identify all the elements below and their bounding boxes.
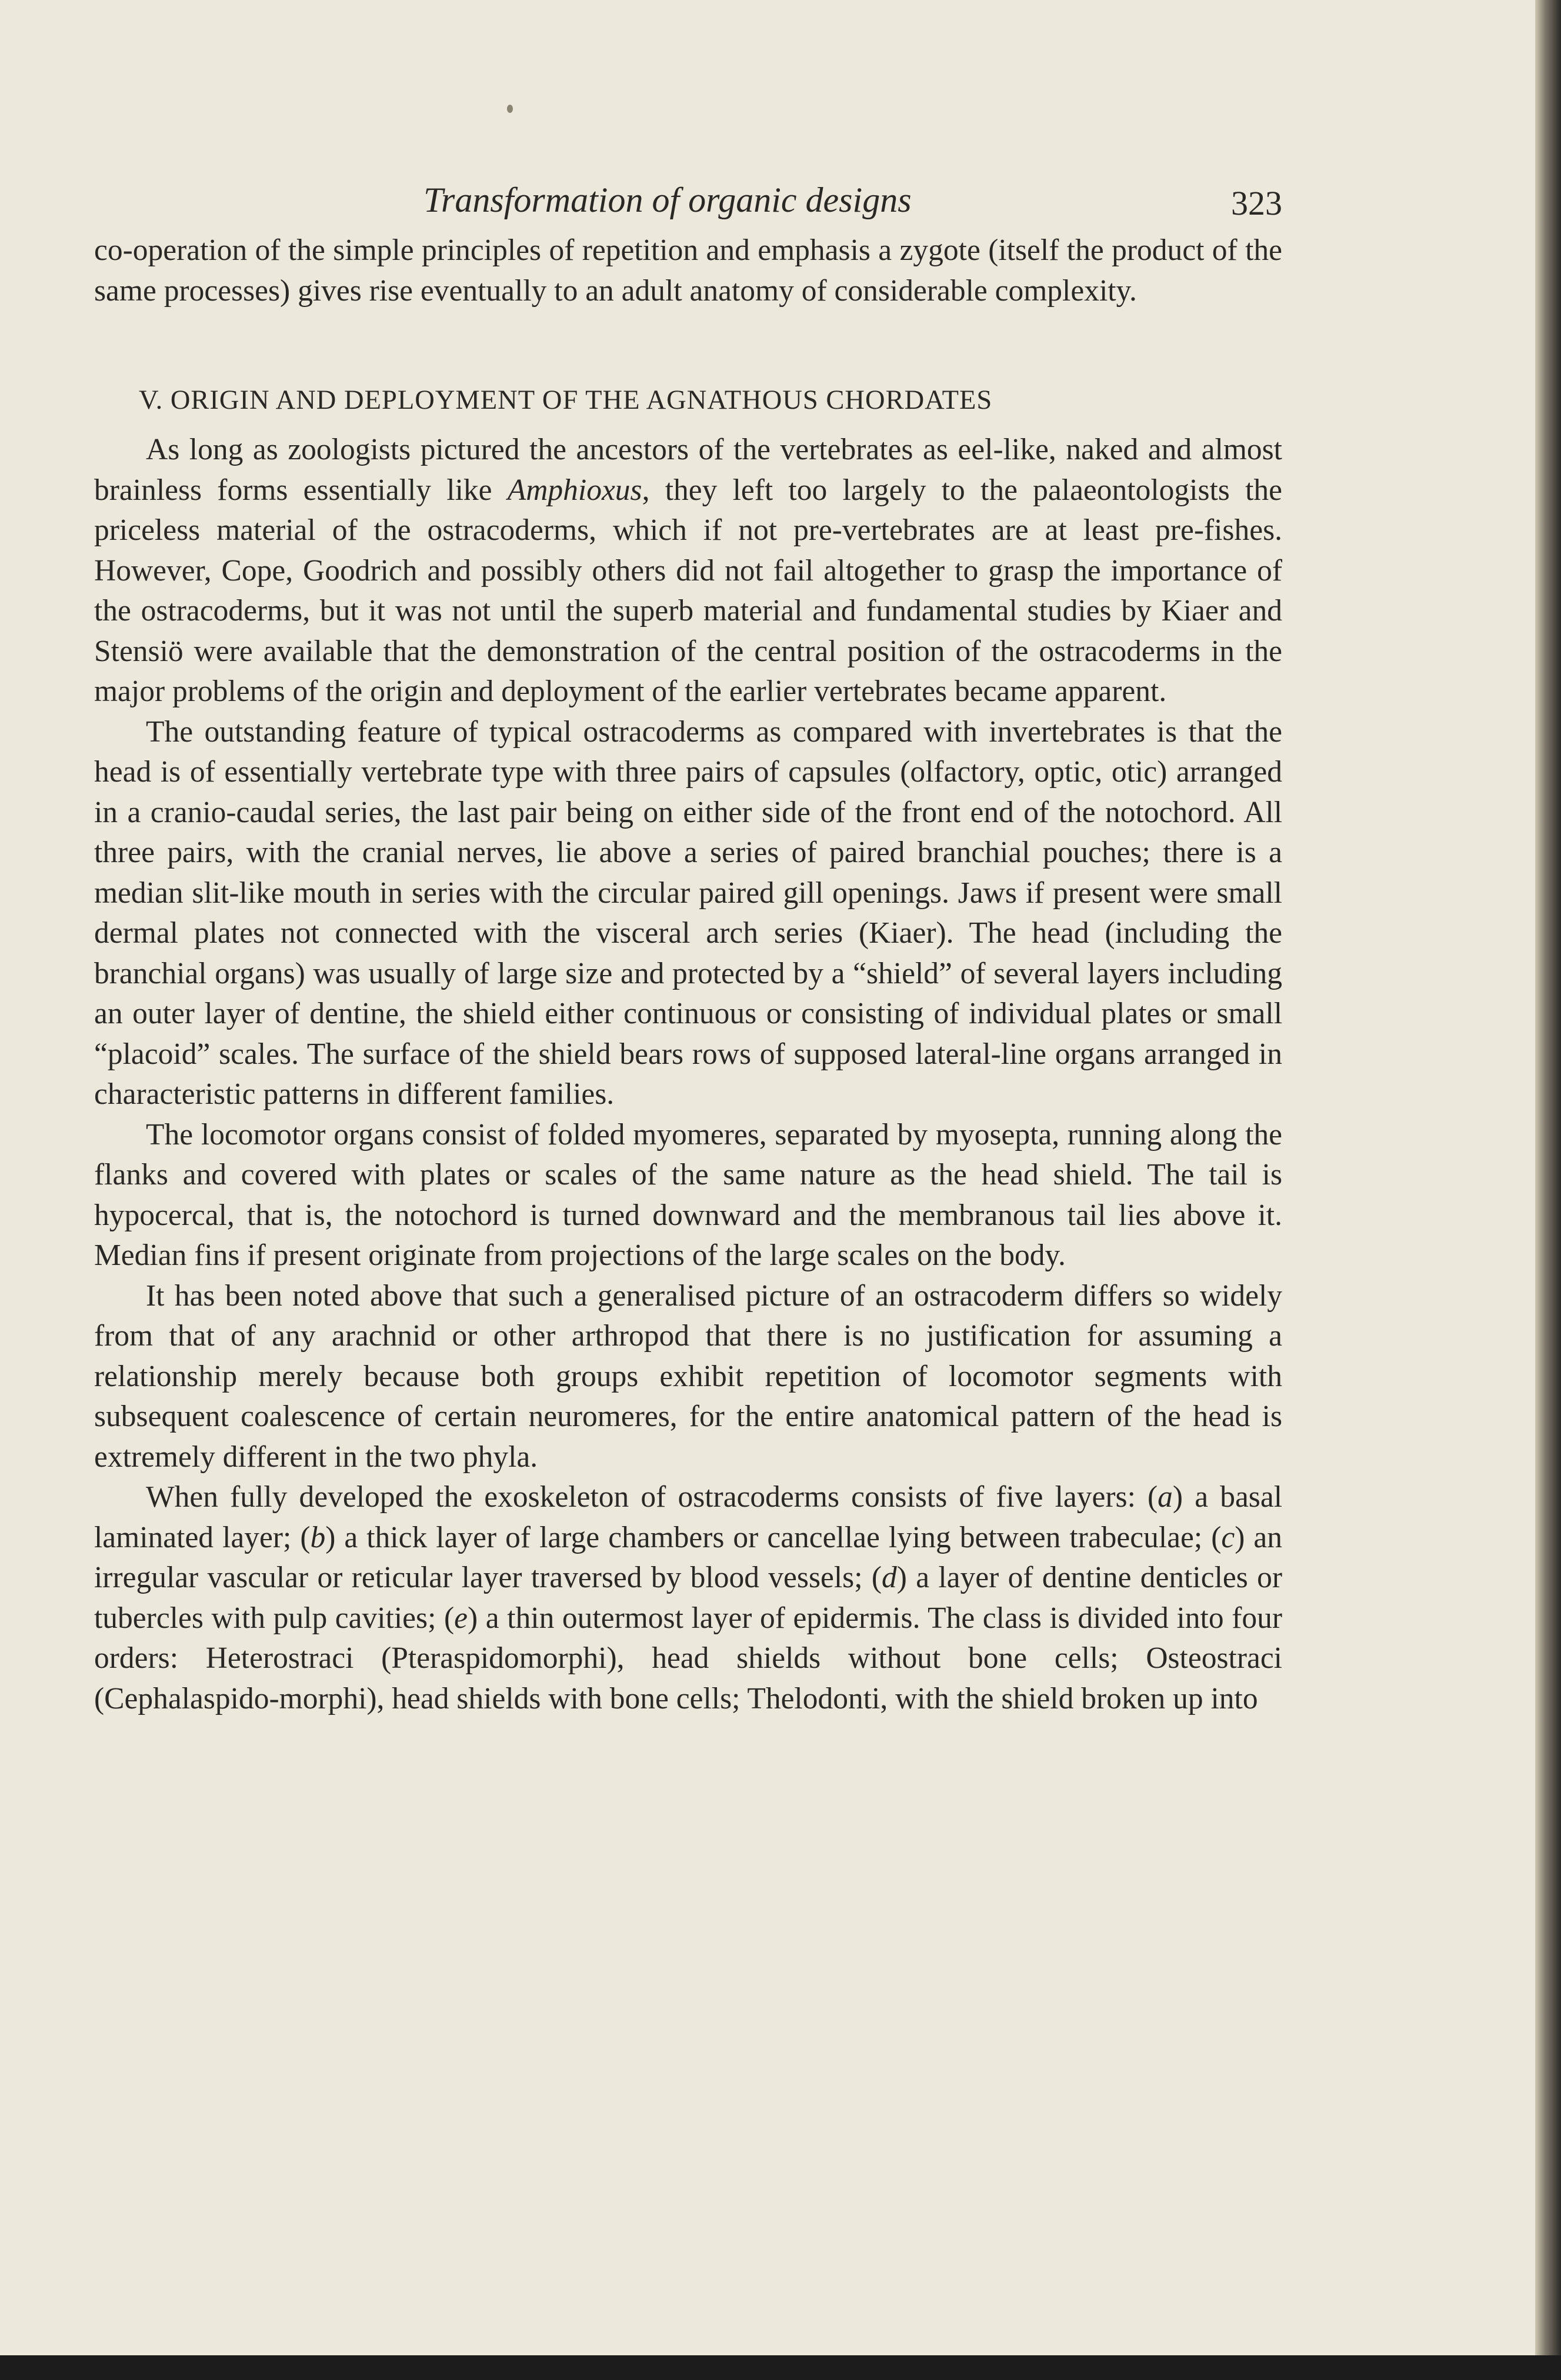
running-title: Transformation of organic designs	[423, 181, 912, 219]
paragraph-5-text: ) an irregular vascular or reticular layer traversed by blood vessels; (	[94, 1520, 1282, 1594]
list-letter-c: c	[1221, 1520, 1235, 1554]
page-bottom-edge	[0, 2355, 1561, 2380]
paragraph-5-text: ) a layer of dentine denticles or tubercles with pulp cavities; (	[94, 1561, 1282, 1635]
page-number: 323	[1231, 184, 1282, 222]
paragraph-1-text-b: , they left too largely to the palaeontologists the priceless material of the ostracoderms, which if not pre-vertebrates are at least pre-fishes. However, Cope, Goodrich and possibly others did not fail altogether to grasp the importance of the ostracoderms, but it was not until the superb material and fundamental studies by Kiaer and Stensiö were available that the demonstration of the central position of the ostracoderms in the major problems of the origin and deployment of the earlier vertebrates became apparent.	[94, 473, 1282, 708]
paragraph-1-text-a: As long as zoologists pictured the ancestors of the vertebrates as eel-like, naked and almost brainless forms essentially like	[94, 433, 1282, 507]
list-letter-b: b	[310, 1520, 326, 1554]
paragraph-5-text: ) a basal laminated layer; (	[94, 1480, 1283, 1554]
running-header	[94, 176, 1282, 223]
page-right-edge-shadow	[1535, 0, 1561, 2380]
paragraph-1	[94, 430, 1282, 712]
genus-name: Amphioxus	[507, 473, 642, 507]
paragraph-5-text: ) a thick layer of large chambers or cancellae lying between trabeculae; (	[325, 1520, 1222, 1554]
list-letter-d: d	[881, 1561, 897, 1594]
paragraph-2: The outstanding feature of typical ostracoderms as compared with invertebrates is that the head is of essentially vertebrate type with three pairs of capsules (olfactory, optic, otic) arranged in a cranio-caudal series, the last pair being on either side of the front end of the notochord. All three pairs, with the cranial nerves, lie above a series of paired branchial pouches; there is a median slit-like mouth in series with the circular paired gill openings. Jaws if present were small dermal plates not connected with the visceral arch series (Kiaer). The head (including the branchial organs) was usually of large size and protected by a “shield” of several layers including an outer layer of dentine, the shield either continuous or consisting of individual plates or small “placoid” scales. The surface of the shield bears rows of supposed lateral-line organs arranged in characteristic patterns in different families.	[94, 715, 1282, 1111]
paragraph-continuation: co-operation of the simple principles of repetition and emphasis a zygote (itself the product of the same processes) gives rise eventually to an adult anatomy of considerable complexity.	[94, 233, 1282, 308]
page-content	[94, 176, 1282, 1719]
paragraph-3: The locomotor organs consist of folded myomeres, separated by myosepta, running along the flanks and covered with plates or scales of the same nature as the head shield. The tail is hypocercal, that is, the notochord is turned downward and the membranous tail lies above it. Median fins if present originate from projections of the large scales on the body.	[94, 1117, 1282, 1272]
list-letter-a: a	[1158, 1480, 1173, 1514]
paragraph-4: It has been noted above that such a generalised picture of an ostracoderm differs so widely from that of any arachnid or other arthropod that there is no justification for assuming a relationship merely because both groups exhibit repetition of locomotor segments with subsequent coalescence of certain neuromeres, for the entire anatomical pattern of the head is extremely different in the two phyla.	[94, 1279, 1282, 1474]
list-letter-e: e	[454, 1601, 468, 1635]
paragraph-5	[94, 1477, 1282, 1719]
paragraph-5-text: When fully developed the exoskeleton of ostracoderms consists of five layers: (	[146, 1480, 1158, 1514]
section-heading: V. ORIGIN AND DEPLOYMENT OF THE AGNATHOUS CHORDATES	[139, 385, 993, 415]
paragraph-5-text: ) a thin outermost layer of epidermis. The class is divided into four orders: Heterostraci (Pteraspidomorphi), head shields without bone cells; Osteostraci (Cephalaspido-morphi), head shields with bone cells; Thelodonti, with the shield broken up into	[94, 1601, 1283, 1715]
paper-speck	[507, 105, 513, 113]
